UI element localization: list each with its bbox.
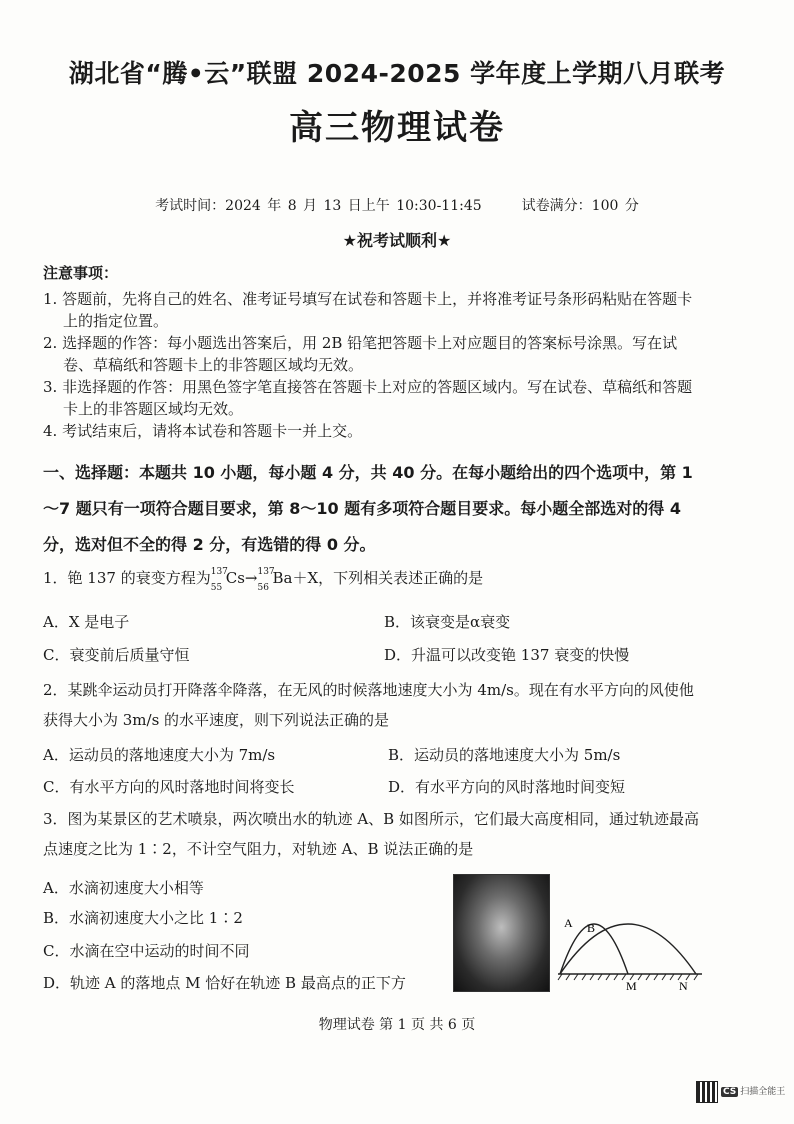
q2-option-d: D．有水平方向的风时落地时间变短 <box>388 778 626 796</box>
q3-option-a: A．水滴初速度大小相等 <box>43 879 204 897</box>
q2-option-b: B．运动员的落地速度大小为 5m/s <box>388 746 621 764</box>
q3-option-d: D．轨迹 A 的落地点 M 恰好在轨迹 B 最高点的正下方 <box>43 974 406 992</box>
exam-time: 考试时间：2024 年 8 月 13 日上午 10:30-11:45 <box>155 198 482 214</box>
label-b: B <box>587 921 596 935</box>
q2-option-c: C．有水平方向的风时落地时间将变长 <box>43 778 295 796</box>
question-1-stem: 1．铯 137 的衰变方程为 137 55 Cs→ 137 56 Ba＋X，下列相关表述正确的是 <box>43 563 703 593</box>
full-score: 试卷满分：100 分 <box>521 198 639 214</box>
cs-nuclide: 137 55 Cs <box>210 567 245 593</box>
good-luck-banner: ★祝考试顺利★ <box>342 231 452 250</box>
q3-option-b: B．水滴初速度大小之比 1∶2 <box>43 909 243 927</box>
label-m: M <box>626 979 637 993</box>
ba-nuclide: 137 56 Ba <box>257 567 293 593</box>
q2-option-a: A．运动员的落地速度大小为 7m/s <box>43 746 276 764</box>
note-item: 1. 答题前，先将自己的姓名、准考证号填写在试卷和答题卡上，并将准考证号条形码粘贴在答题卡上的指定位置。 <box>43 290 693 330</box>
page-footer: 物理试卷 第 1 页 共 6 页 <box>318 1017 476 1033</box>
section-heading: 一、选择题：本题共 10 小题，每小题 4 分，共 40 分。在每小题给出的四个选项中，第 1～7 题只有一项符合题目要求，第 8～10 题有多项符合题目要求。每小题全部选对的得 4 分，选对但不全的得 2 分，有选错的得 0 分。 <box>43 463 693 554</box>
question-2-stem: 2．某跳伞运动员打开降落伞降落，在无风的时候落地速度大小为 4m/s。现在有水平方向的风使他获得大小为 3m/s 的水平速度，则下列说法正确的是 <box>43 681 694 729</box>
q3-option-c: C．水滴在空中运动的时间不同 <box>43 942 250 960</box>
trajectory-figure <box>552 880 712 995</box>
label-n: N <box>679 979 688 993</box>
q1-option-d: D．升温可以改变铯 137 衰变的快慢 <box>384 646 630 664</box>
fountain-photo <box>453 874 550 992</box>
qr-code-icon <box>696 1081 718 1103</box>
label-a: A <box>564 916 573 930</box>
paper-title: 高三物理试卷 <box>289 108 505 148</box>
note-item: 2. 选择题的作答：每小题选出答案后，用 2B 铅笔把答题卡上对应题目的答案标号涂黑。写在试卷、草稿纸和答题卡上的非答题区域均无效。 <box>43 334 678 374</box>
notes-title: 注意事项： <box>43 264 119 282</box>
q1-option-a: A．X 是电子 <box>43 613 130 631</box>
q1-option-b: B．该衰变是α衰变 <box>384 613 511 631</box>
scanner-watermark: CS 扫描全能王 <box>723 1087 786 1097</box>
question-3-stem: 3．图为某景区的艺术喷泉，两次喷出水的轨迹 A、B 如图所示，它们最大高度相同，通过轨迹最高点速度之比为 1∶2，不计空气阻力，对轨迹 A、B 说法正确的是 <box>43 810 699 858</box>
q1-option-c: C．衰变前后质量守恒 <box>43 646 190 664</box>
note-item: 4. 考试结束后，请将本试卷和答题卡一并上交。 <box>43 422 363 440</box>
exam-title: 湖北省“腾•云”联盟 2024-2025 学年度上学期八月联考 <box>68 59 726 88</box>
exam-info <box>0 195 794 215</box>
note-item: 3. 非选择题的作答：用黑色签字笔直接答在答题卡上对应的答题区域内。写在试卷、草稿纸和答题卡上的非答题区域均无效。 <box>43 378 693 418</box>
scanner-logo: CS <box>723 1087 737 1097</box>
